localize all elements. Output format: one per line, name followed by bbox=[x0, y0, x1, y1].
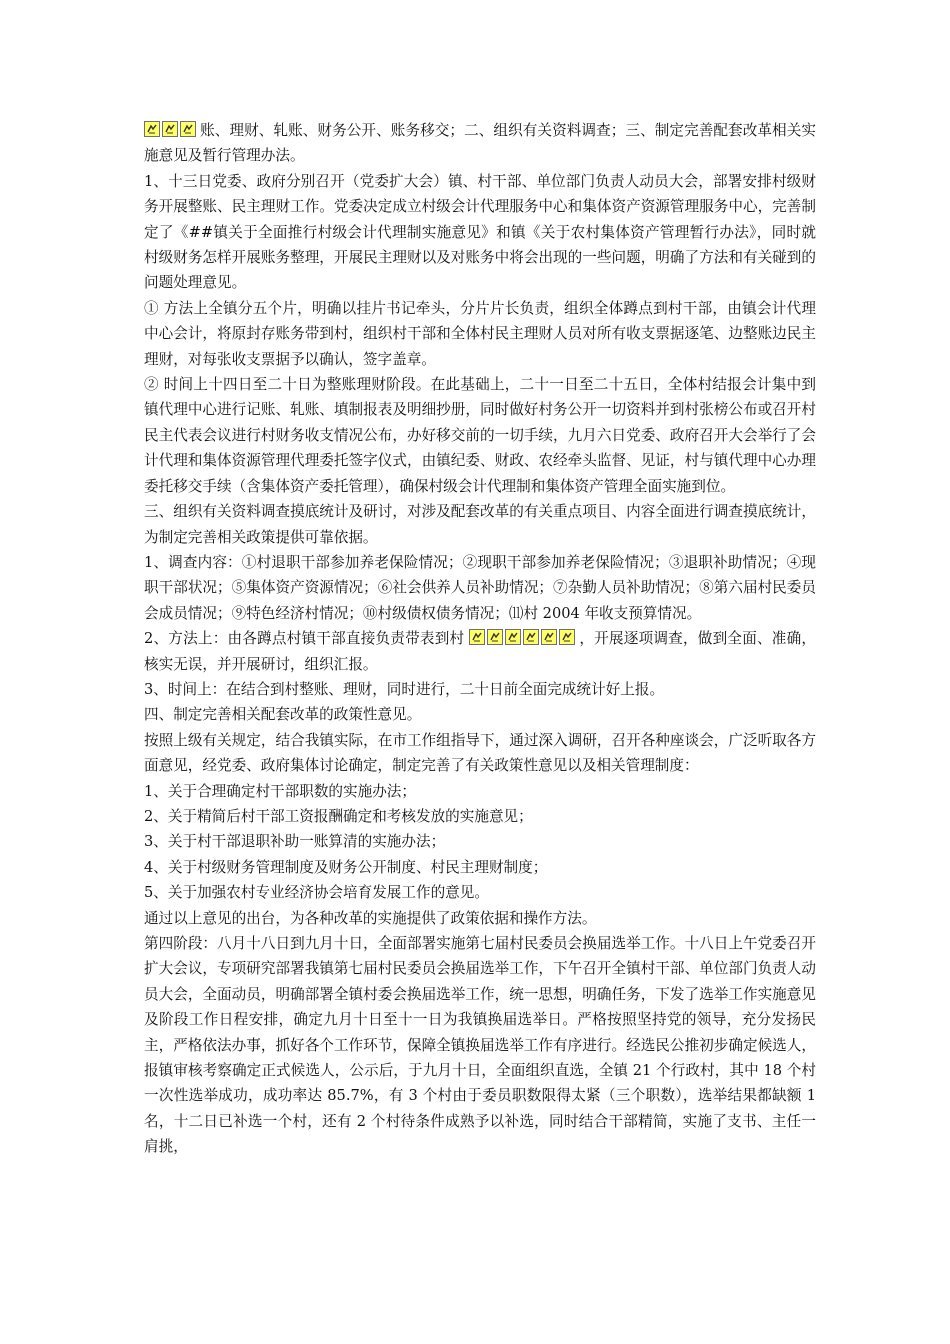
list-item: 4、关于村级财务管理制度及财务公开制度、村民主理财制度； bbox=[144, 858, 548, 876]
paragraph-text: 账、理财、轧账、财务公开、账务移交；二、组织有关资料调查；三、制定完善配套改革相关实施意见及暂行管理办法。 bbox=[144, 122, 816, 165]
placeholder-icon-group bbox=[469, 629, 577, 645]
paragraph: 第四阶段：八月十八日到九月十日，全面部署实施第七届村民委员会换届选举工作。十八日上午党委召开扩大会议，专项研究部署我镇第七届村民委员会换届选举工作，下午召开全镇村干部、单位部门负责人动员大会，全面动员，明确部署全镇村委会换届选举工作，统一思想，明确任务，下发了选举工作实施意见及阶段工作日程安排，确定九月十日至十一日为我镇换届选举日。严格按照坚持党的领导，充分发扬民主，严格依法办事，抓好各个工作环节，保障全镇换届选举工作有序进行。经选民公推初步确定候选人，报镇审核考察确定正式候选人，公示后，于九月十日，全面组织直选，全镇 21 个行政村，其中 18 个村一次性选举成功，成功率达 85.7%，有 3 个村由于委员职数限得太紧（三个职数），选举结果都缺额 1 名，十二日已补选一个村，还有 2 个村待条件成熟予以补选，同时结合干部精简，实施了支书、主任一肩挑， bbox=[144, 935, 816, 1156]
placeholder-icon-group bbox=[144, 121, 198, 137]
section-heading: 四、制定完善相关配套改革的政策性意见。 bbox=[144, 706, 422, 724]
paragraph-text: 2、方法上：由各蹲点村镇干部直接负责带表到村 bbox=[144, 630, 465, 648]
paragraph: ② 时间上十四日至二十日为整账理财阶段。在此基础上，二十一日至二十五日，全体村结报会计集中到镇代理中心进行记账、轧账、填制报表及明细抄册，同时做好村务公开一切资料并到村张榜公布或召开村民主代表会议进行村财务收支情况公布，办好移交前的一切手续，九月六日党委、政府召开大会举行了会计代理和集体资源管理代理委托签字仪式，由镇纪委、财政、农经牵头监督、见证，村与镇代理中心办理委托移交手续（含集体资产委托管理），确保村级会计代理制和集体资产管理全面实施到位。 bbox=[144, 376, 816, 495]
document-body bbox=[144, 118, 816, 1160]
paragraph: 1、调查内容：①村退职干部参加养老保险情况；②现职干部参加养老保险情况；③退职补助情况；④现职干部状况；⑤集体资产资源情况；⑥社会供养人员补助情况；⑦杂勤人员补助情况；⑧第六届村民委员会成员情况；⑨特色经济村情况；⑩村级债权债务情况；⑾村 2004 年收支预算情况。 bbox=[144, 553, 816, 622]
paragraph: 3、时间上：在结合到村整账、理财，同时进行，二十日前全面完成统计好上报。 bbox=[144, 680, 665, 698]
paragraph: 通过以上意见的出台，为各种改革的实施提供了政策依据和操作方法。 bbox=[144, 909, 597, 927]
broken-image-icon bbox=[559, 629, 575, 645]
broken-image-icon bbox=[487, 629, 503, 645]
broken-image-icon bbox=[523, 629, 539, 645]
broken-image-icon bbox=[469, 629, 485, 645]
broken-image-icon bbox=[541, 629, 557, 645]
paragraph bbox=[144, 118, 816, 169]
paragraph: 1、十三日党委、政府分别召开（党委扩大会）镇、村干部、单位部门负责人动员大会，部署安排村级财务开展整账、民主理财工作。党委决定成立村级会计代理服务中心和集体资产资源管理服务中心，完善制定了《##镇关于全面推行村级会计代理制实施意见》和镇《关于农村集体资产管理暂行办法》，同时就村级财务怎样开展账务整理，开展民主理财以及对账务中将会出现的一些问题，明确了方法和有关碰到的问题处理意见。 bbox=[144, 172, 816, 292]
paragraph: ① 方法上全镇分五个片，明确以挂片书记牵头，分片片长负责，组织全体蹲点到村干部，由镇会计代理中心会计，将原封存账务带到村，组织村干部和全体村民主理财人员对所有收支票据逐笔、边整账边民主理财，对每张收支票据予以确认，签字盖章。 bbox=[144, 299, 816, 368]
list-item: 1、关于合理确定村干部职数的实施办法； bbox=[144, 782, 416, 800]
paragraph bbox=[144, 626, 816, 677]
paragraph-text: ，开展逐项调查，做到全面、准确，核实无误，并开展研讨，组织汇报。 bbox=[144, 630, 816, 673]
list-item: 2、关于精简后村干部工资报酬确定和考核发放的实施意见； bbox=[144, 807, 533, 825]
list-item: 5、关于加强农村专业经济协会培育发展工作的意见。 bbox=[144, 884, 489, 902]
list-item: 3、关于村干部退职补助一账算清的实施办法； bbox=[144, 833, 446, 851]
broken-image-icon bbox=[505, 629, 521, 645]
paragraph: 按照上级有关规定，结合我镇实际，在市工作组指导下，通过深入调研，召开各种座谈会，广泛听取各方面意见，经党委、政府集体讨论确定，制定完善了有关政策性意见以及相关管理制度： bbox=[144, 731, 816, 775]
broken-image-icon bbox=[180, 121, 196, 137]
broken-image-icon bbox=[162, 121, 178, 137]
paragraph: 三、组织有关资料调查摸底统计及研讨，对涉及配套改革的有关重点项目、内容全面进行调查摸底统计，为制定完善相关政策提供可靠依据。 bbox=[144, 503, 816, 546]
broken-image-icon bbox=[144, 121, 160, 137]
